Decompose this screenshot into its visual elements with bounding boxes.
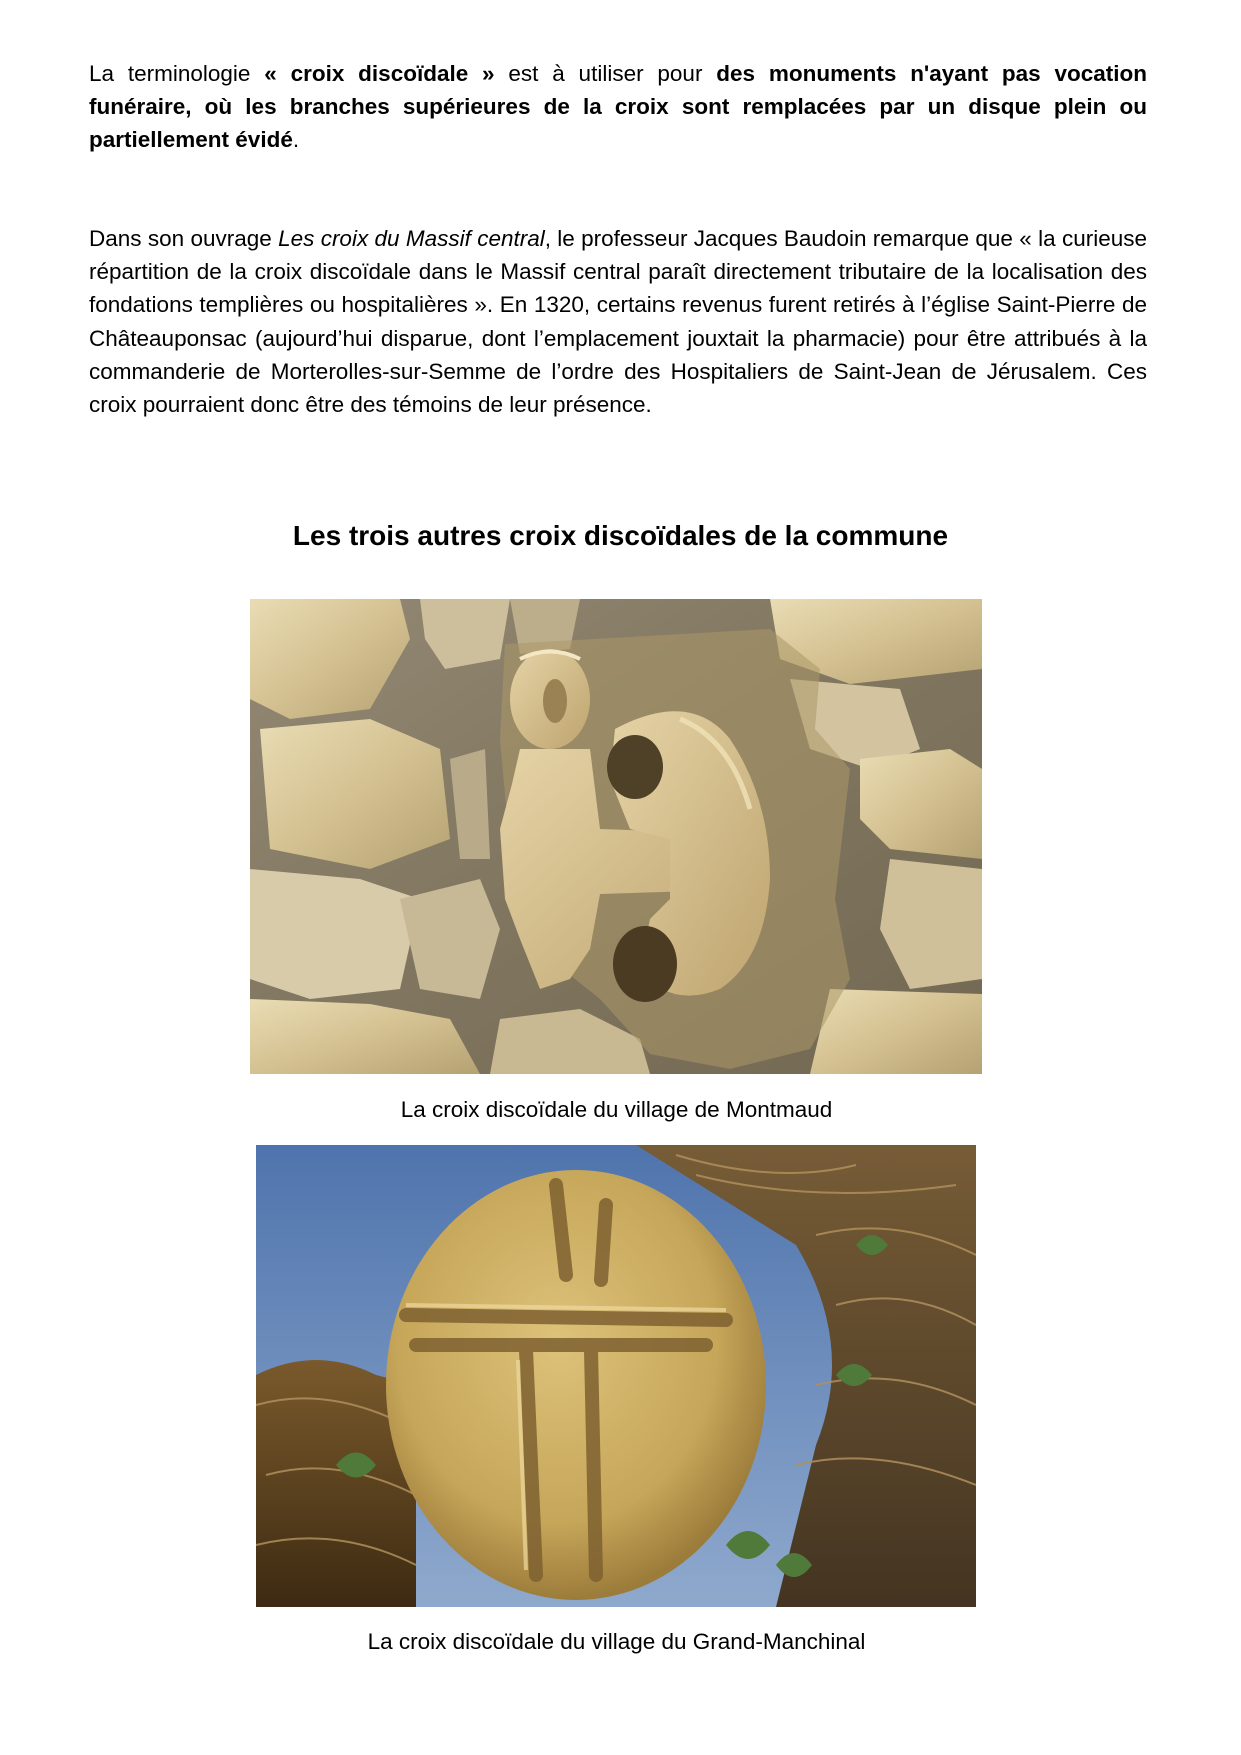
- intro-paragraph: [89, 57, 1147, 157]
- paragraph2-text-2: , le professeur Jacques Baudoin remarque que « la curieuse répartition de la croix discoïdale dans le Massif central paraît directement tributaire de la localisation des fondations templières ou hospitalières ». En 1320, certains revenus furent retirés à l’église Saint-Pierre de Châteauponsac (aujourd’hui disparue, dont l’emplacement jouxtait la pharmacie) pour être attribués à la commanderie de Morterolles-sur-Semme de l’ordre des Hospitaliers de Saint-Jean de Jérusalem. Ces croix pourraient donc être des témoins de leur présence.: [89, 226, 1147, 418]
- paragraph1-text-3: .: [292, 127, 300, 153]
- paragraph1-term: « croix discoïdale »: [264, 61, 495, 86]
- paragraph1-text-2: est à utiliser pour: [494, 61, 717, 86]
- montmaud-photo-caption: La croix discoïdale du village de Montmaud: [400, 1097, 833, 1122]
- montmaud-cross-photo: [250, 599, 982, 1074]
- section-heading: Les trois autres croix discoïdales de la commune: [292, 520, 949, 551]
- grand-manchinal-photo-caption: La croix discoïdale du village du Grand-Manchinal: [367, 1629, 866, 1654]
- paragraph2-text-1: Dans son ouvrage: [89, 226, 279, 251]
- history-paragraph: [89, 222, 1147, 421]
- book-title: Les croix du Massif central: [278, 226, 545, 251]
- paragraph1-text-1: La terminologie: [89, 61, 265, 86]
- paragraph1-definition: des monuments n'ayant pas vocation funéraire, où les branches supérieures de la croix sont remplacées par un disque plein ou partiellement évidé: [89, 61, 1147, 153]
- grand-manchinal-cross-photo: [256, 1145, 976, 1607]
